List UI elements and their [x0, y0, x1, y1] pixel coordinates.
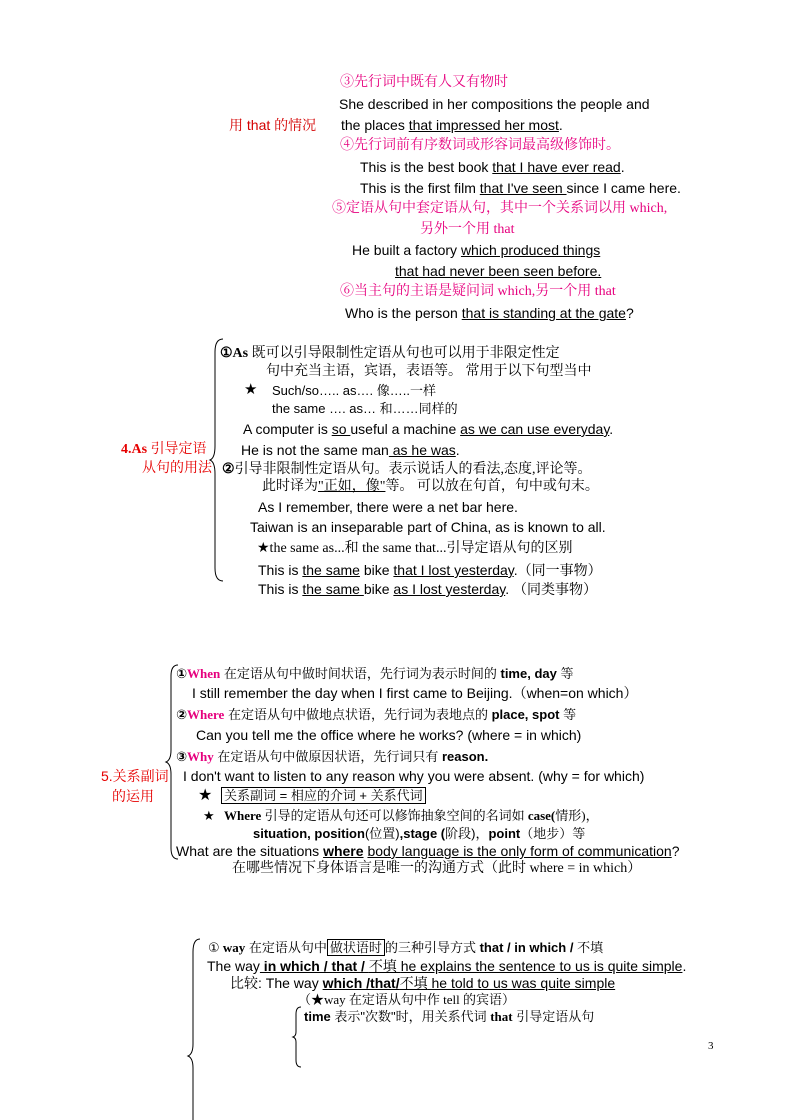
why-example: I don't want to listen to any reason why you were absent. (why = for which) — [183, 768, 645, 784]
section4-label-a: 4.As 引导定语 — [121, 442, 207, 457]
star-icon: ★ — [244, 381, 258, 398]
when-rule: ①When 在定语从句中做时间状语，先行词为表示时间的 time, day 等 — [176, 666, 574, 681]
as-point-2: ②引导非限制性定语从句。表示说话人的看法,态度,评论等。 — [222, 460, 592, 477]
rule5-example-a: He built a factory which produced things — [352, 242, 601, 258]
section5-label-b: 的运用 — [112, 788, 154, 804]
as-example-6: This is the same bike as I lost yesterday. （同类事物） — [258, 581, 597, 597]
rule6-example: Who is the person that is standing at the gate? — [345, 305, 634, 321]
rule5-title-b: 另外一个用 that — [420, 222, 515, 237]
as-point-1-cont: 句中充当主语，宾语，表语等。 常用于以下句型当中 — [266, 364, 592, 379]
section5-label-a: 5.关系副词 — [101, 768, 169, 784]
rule4-example-1: This is the best book that I have ever read. — [360, 159, 625, 175]
way-comparison: 比较: The way which /that/不填 he told to us was quite simple — [230, 975, 616, 991]
star-icon: ★ — [198, 787, 213, 804]
when-example: I still remember the day when I first came to Beijing.（when=on which） — [192, 685, 638, 701]
star-icon: ★ — [203, 808, 215, 823]
pattern-the-same: the same …. as… 和……同样的 — [272, 401, 458, 416]
where-abstract-note: Where 引导的定语从句还可以修饰抽象空间的名词如 case(情形)， — [224, 808, 599, 823]
rule4-title: ④先行词前有序数词或形容词最高级修饰时。 — [340, 138, 620, 153]
as-example-1: A computer is so useful a machine as we can use everyday. — [243, 421, 614, 437]
as-point-1: ①As 既可以引导限制性定语从句也可以用于非限定性定 — [220, 346, 560, 361]
as-example-3: As I remember, there were a net bar here. — [258, 499, 518, 515]
way-note: （★way 在定语从句中作 tell 的宾语） — [298, 992, 516, 1007]
as-example-2: He is not the same man as he was. — [241, 442, 460, 458]
as-example-4: Taiwan is an inseparable part of China, as is known to all. — [250, 519, 606, 535]
page-number: 3 — [708, 1040, 714, 1052]
abstract-nouns: situation, position(位置),stage (阶段)，point（地步）等 — [253, 826, 586, 841]
as-example-5: This is the same bike that I lost yesterday.（同一事物） — [258, 562, 602, 578]
time-brace — [293, 1006, 303, 1068]
rule5-example-b: that had never been seen before. — [395, 263, 602, 279]
rule3-example-a: She described in her compositions the people and — [339, 96, 650, 112]
rule3-title: ③先行词中既有人又有物时 — [340, 75, 508, 90]
as-point-2-cont: 此时译为"正如，像"等。 可以放在句首，句中或句末。 — [262, 479, 599, 494]
pattern-such-so: Such/so….. as…. 像…..一样 — [272, 383, 436, 398]
rule3-example-b: the places that impressed her most. — [341, 117, 563, 133]
same-as-vs-that-note: ★the same as...和 the same that...引导定语从句的区别 — [257, 541, 573, 556]
section4-label-b: 从句的用法 — [142, 461, 212, 476]
why-rule: ③Why 在定语从句中做原因状语，先行词只有 reason. — [176, 749, 489, 764]
where-example: Can you tell me the office where he works? (where = in which) — [196, 727, 582, 743]
rule5-title-a: ⑤定语从句中套定语从句，其中一个关系词以用 which, — [332, 201, 668, 216]
section6-brace — [188, 938, 202, 1120]
rule6-title: ⑥当主句的主语是疑问词 which,另一个用 that — [340, 284, 616, 299]
way-rule: ① way 在定语从句中 做状语时 的三种引导方式 that / in which / 不填 — [208, 940, 604, 955]
where-abstract-translation: 在哪些情况下身体语言是唯一的沟通方式（此时 where = in which） — [232, 861, 642, 876]
where-abstract-example: What are the situations where body language is the only form of communication? — [176, 843, 680, 859]
way-example: The way in which / that / 不填 he explains the sentence to us is quite simple. — [207, 958, 687, 974]
where-rule: ②Where 在定语从句中做地点状语，先行词为表地点的 place, spot 等 — [176, 707, 577, 722]
time-rule: time 表示"次数"时，用关系代词 that 引导定语从句 — [304, 1009, 595, 1024]
rule4-example-2: This is the first film that I've seen since I came here. — [360, 180, 681, 196]
that-usage-label: 用 that 的情况 — [229, 117, 317, 133]
relative-adverb-formula: 关系副词 = 相应的介词 + 关系代词 — [221, 787, 426, 805]
